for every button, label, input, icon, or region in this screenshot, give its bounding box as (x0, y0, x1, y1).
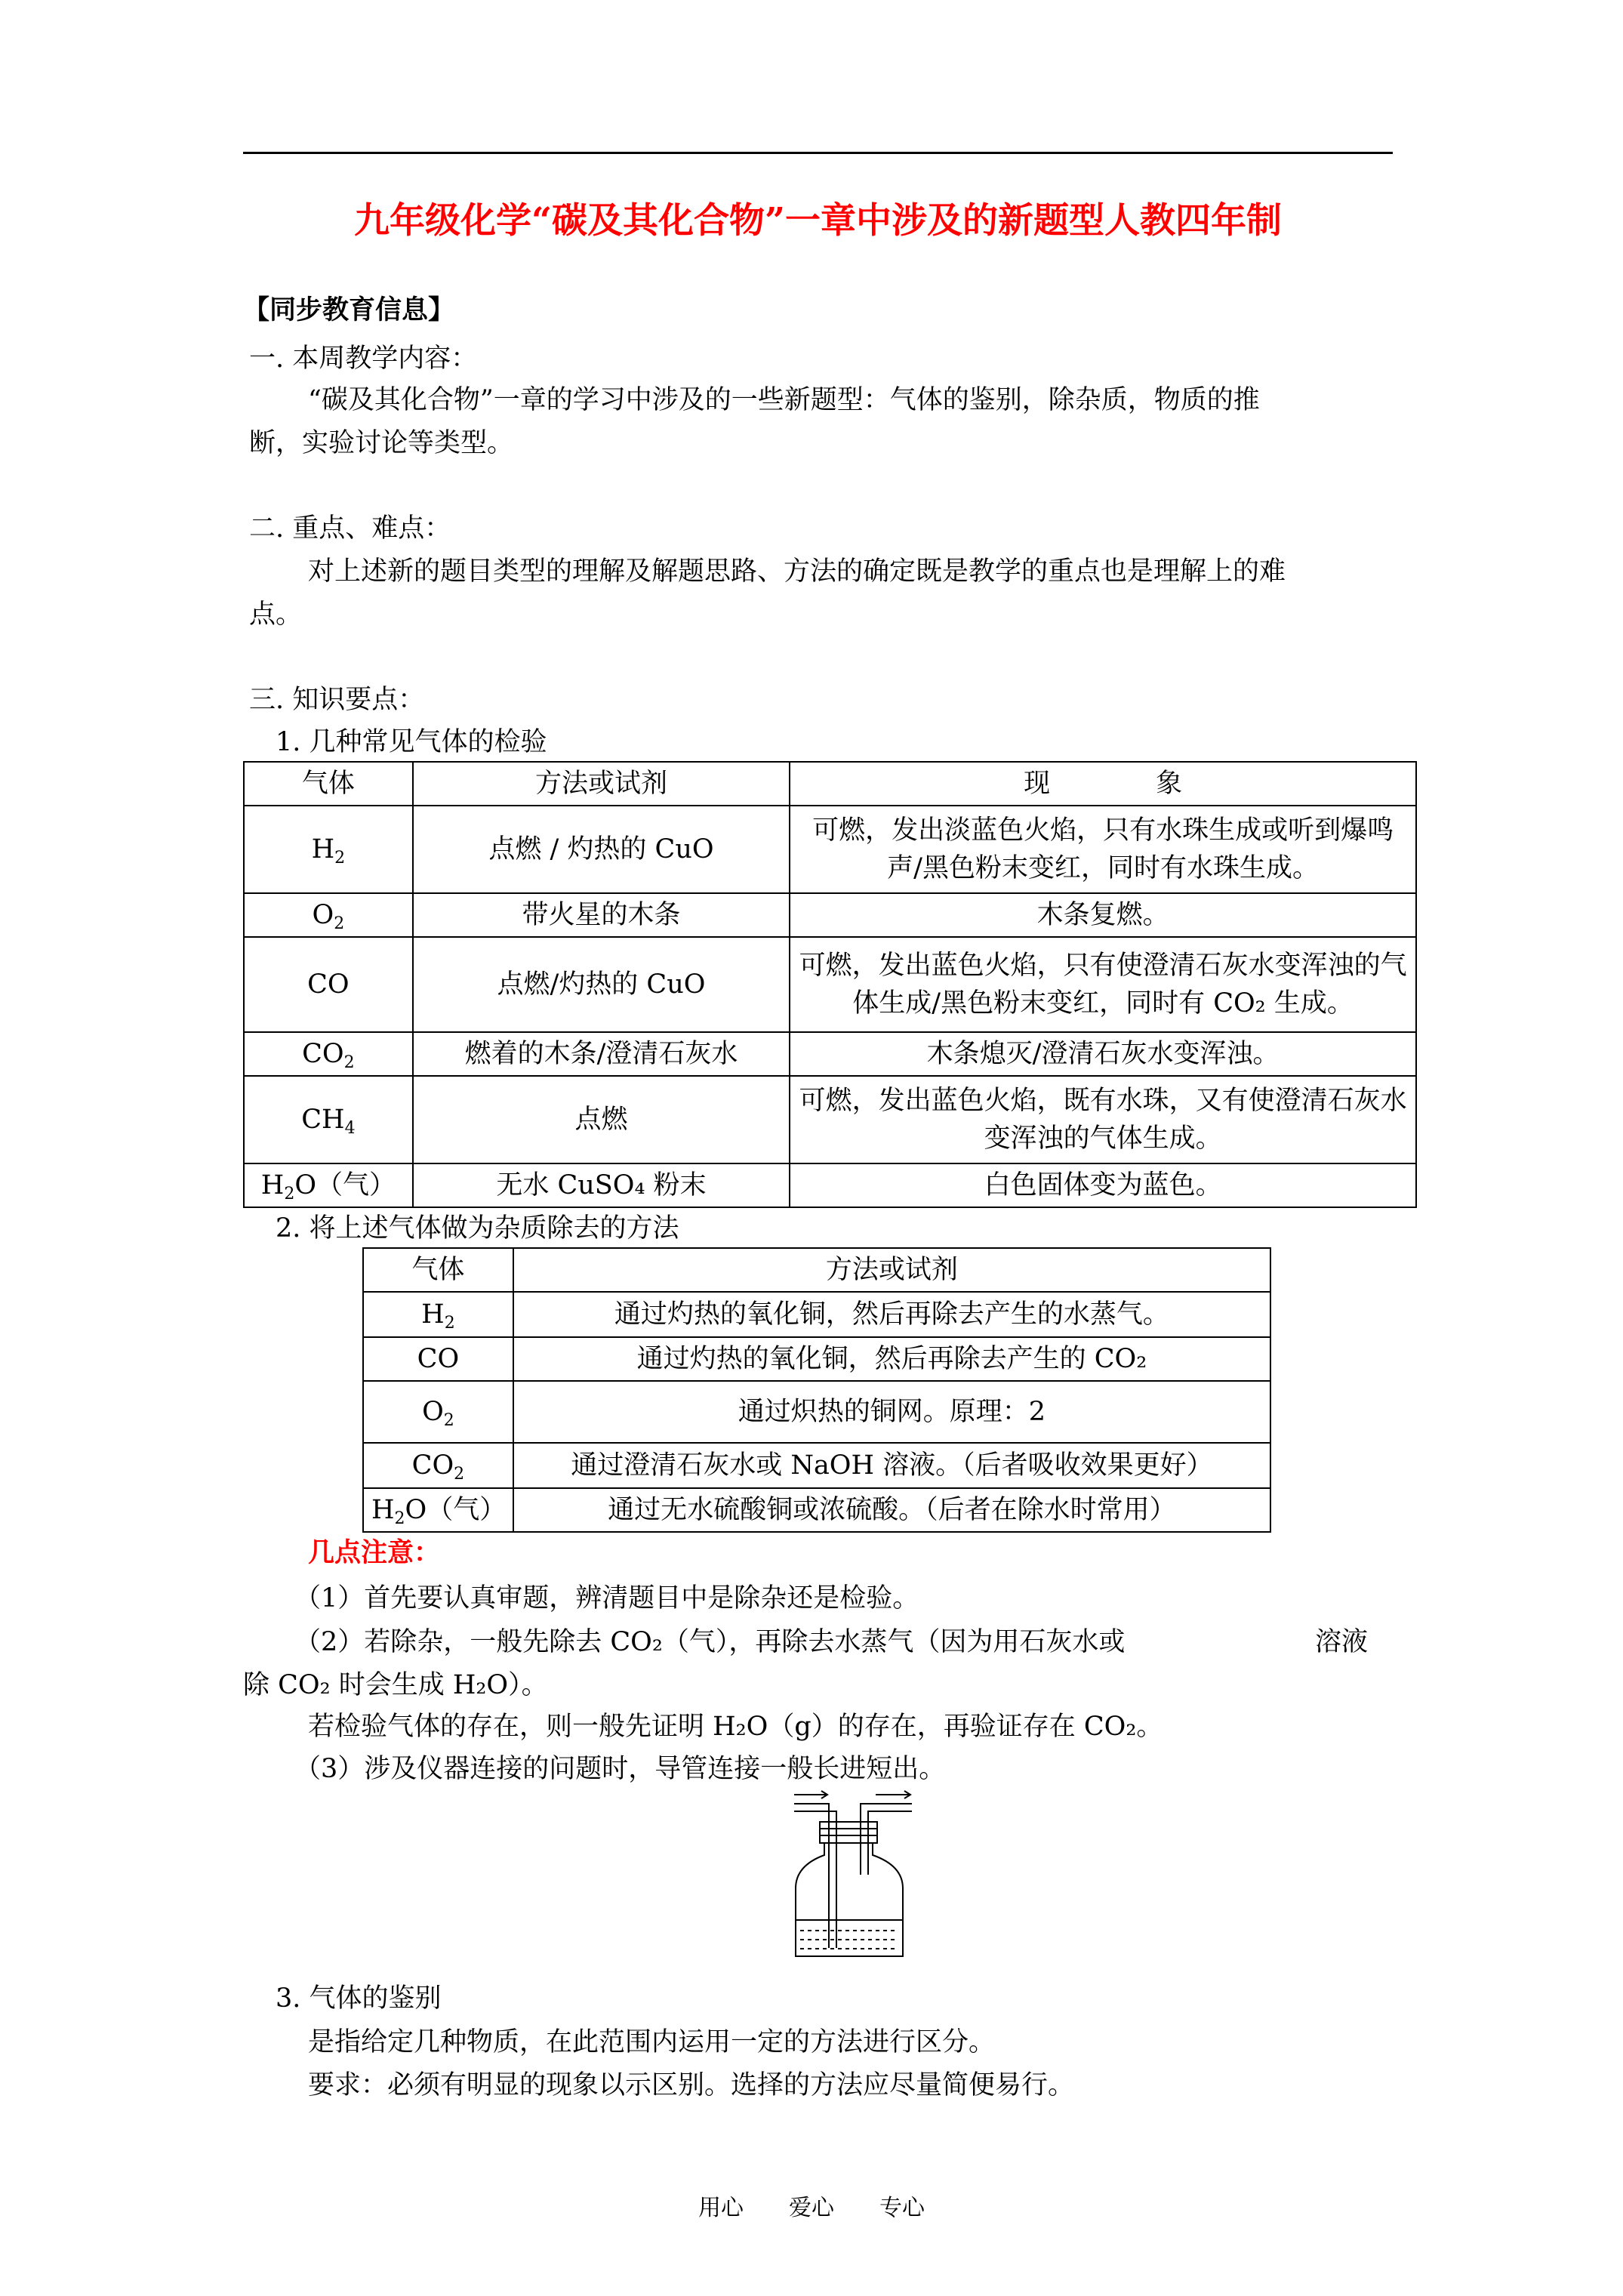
table-row (244, 806, 1416, 893)
subsection-1-heading: 1. 几种常见气体的检验 (276, 727, 547, 757)
table-row (244, 937, 1416, 1032)
table-row (363, 1381, 1270, 1443)
note-2-line3: 若检验气体的存在，则一般先证明 H₂O（g）的存在，再验证存在 CO₂。 (308, 1712, 1163, 1742)
table-row (363, 1488, 1270, 1532)
method-cell: 点燃/灼热的 CuO (413, 937, 790, 1032)
gas-cell: $H_2$ (363, 1292, 513, 1337)
method-cell: 通过无水硫酸铜或浓硫酸。（后者在除水时常用） (513, 1488, 1270, 1532)
note-2-line2: 除 CO₂ 时会生成 H₂O）。 (243, 1670, 548, 1700)
method-cell: 点燃 / 灼热的 CuO (413, 806, 790, 893)
table-row (363, 1292, 1270, 1337)
note-2-line1-end: 溶液 (1315, 1627, 1369, 1657)
table-row (244, 1076, 1416, 1163)
section-1-para-line1: “碳及其化合物”一章的学习中涉及的一些新题型：气体的鉴别，除杂质，物质的推 (308, 385, 1260, 415)
method-cell: 燃着的木条/澄清石灰水 (413, 1032, 790, 1076)
phenomenon-cell: 可燃，发出蓝色火焰，既有水珠，又有使澄清石灰水变浑浊的气体生成。 (790, 1076, 1416, 1163)
phenomenon-cell: 可燃，发出蓝色火焰，只有使澄清石灰水变浑浊的气体生成/黑色粉末变红，同时有 CO₂ 生成。 (790, 937, 1416, 1032)
method-cell: 带火星的木条 (413, 893, 790, 937)
phenomenon-cell: 可燃，发出淡蓝色火焰，只有水珠生成或听到爆鸣声/黑色粉末变红，同时有水珠生成。 (790, 806, 1416, 893)
method-cell: 通过澄清石灰水或 NaOH 溶液。（后者吸收效果更好） (513, 1443, 1270, 1488)
gas-cell: $H_2O$（气） (244, 1163, 413, 1207)
method-cell: 点燃 (413, 1076, 790, 1163)
section-1-para-line2: 断，实验讨论等类型。 (249, 428, 514, 458)
subsection-3-para-1: 是指给定几种物质，在此范围内运用一定的方法进行区分。 (308, 2027, 996, 2057)
notes-heading: 几点注意： (308, 1537, 441, 1568)
header-method: 方法或试剂 (513, 1248, 1270, 1292)
section-1-heading: 一. 本周教学内容： (249, 344, 478, 374)
gas-removal-table (362, 1247, 1271, 1533)
gas-cell: $CO_2$ (363, 1443, 513, 1488)
gas-washing-bottle-diagram (785, 1786, 921, 1963)
phenomenon-cell: 木条复燃。 (790, 893, 1416, 937)
header-gas: 气体 (363, 1248, 513, 1292)
method-cell: 通过灼热的氧化铜，然后再除去产生的水蒸气。 (513, 1292, 1270, 1337)
table-row (244, 1163, 1416, 1207)
gas-cell: CO (244, 937, 413, 1032)
gas-cell: $H_2O$（气） (363, 1488, 513, 1532)
gas-cell: $CO_2$ (244, 1032, 413, 1076)
section-2-para-line2: 点。 (249, 599, 303, 630)
phenomenon-cell: 白色固体变为蓝色。 (790, 1163, 1416, 1207)
info-heading: 【同步教育信息】 (243, 294, 455, 325)
subsection-3-para-2: 要求：必须有明显的现象以示区别。选择的方法应尽量简便易行。 (308, 2070, 1075, 2100)
table-row (244, 1032, 1416, 1076)
header-phenomenon: 现 象 (790, 762, 1416, 806)
phenomenon-cell: 木条熄灭/澄清石灰水变浑浊。 (790, 1032, 1416, 1076)
section-3-heading: 三. 知识要点： (249, 685, 425, 715)
table-row (363, 1443, 1270, 1488)
section-2-para-line1: 对上述新的题目类型的理解及解题思路、方法的确定既是教学的重点也是理解上的难 (308, 556, 1286, 587)
subsection-3-heading: 3. 气体的鉴别 (276, 1983, 442, 2014)
gas-cell: CO (363, 1337, 513, 1381)
table-header-row (363, 1248, 1270, 1292)
note-1: （1）首先要认真审题，辨清题目中是除杂还是检验。 (294, 1583, 919, 1613)
note-3: （3）涉及仪器连接的问题时，导管连接一般长进短出。 (294, 1754, 946, 1784)
gas-cell: $O_2$ (244, 893, 413, 937)
header-method: 方法或试剂 (413, 762, 790, 806)
note-2-line1: （2）若除杂，一般先除去 CO₂（气），再除去水蒸气（因为用石灰水或 (294, 1627, 1126, 1657)
gas-cell: $H_2$ (244, 806, 413, 893)
gas-cell: $CH_4$ (244, 1076, 413, 1163)
method-cell: 通过灼热的氧化铜，然后再除去产生的 CO₂ (513, 1337, 1270, 1381)
page-footer: 用心 爱心 专心 (698, 2195, 925, 2221)
table-row (363, 1337, 1270, 1381)
section-2-heading: 二. 重点、难点： (249, 513, 451, 544)
subsection-2-heading: 2. 将上述气体做为杂质除去的方法 (276, 1213, 679, 1244)
page-title: 九年级化学“碳及其化合物”一章中涉及的新题型人教四年制 (353, 200, 1283, 242)
gas-cell: $O_2$ (363, 1381, 513, 1443)
gas-detection-table (243, 761, 1417, 1208)
table-header-row (244, 762, 1416, 806)
method-cell: 无水 CuSO₄ 粉末 (413, 1163, 790, 1207)
method-cell: 通过炽热的铜网。原理：2 (513, 1381, 1270, 1443)
header-rule (243, 152, 1393, 154)
table-row (244, 893, 1416, 937)
header-gas: 气体 (244, 762, 413, 806)
